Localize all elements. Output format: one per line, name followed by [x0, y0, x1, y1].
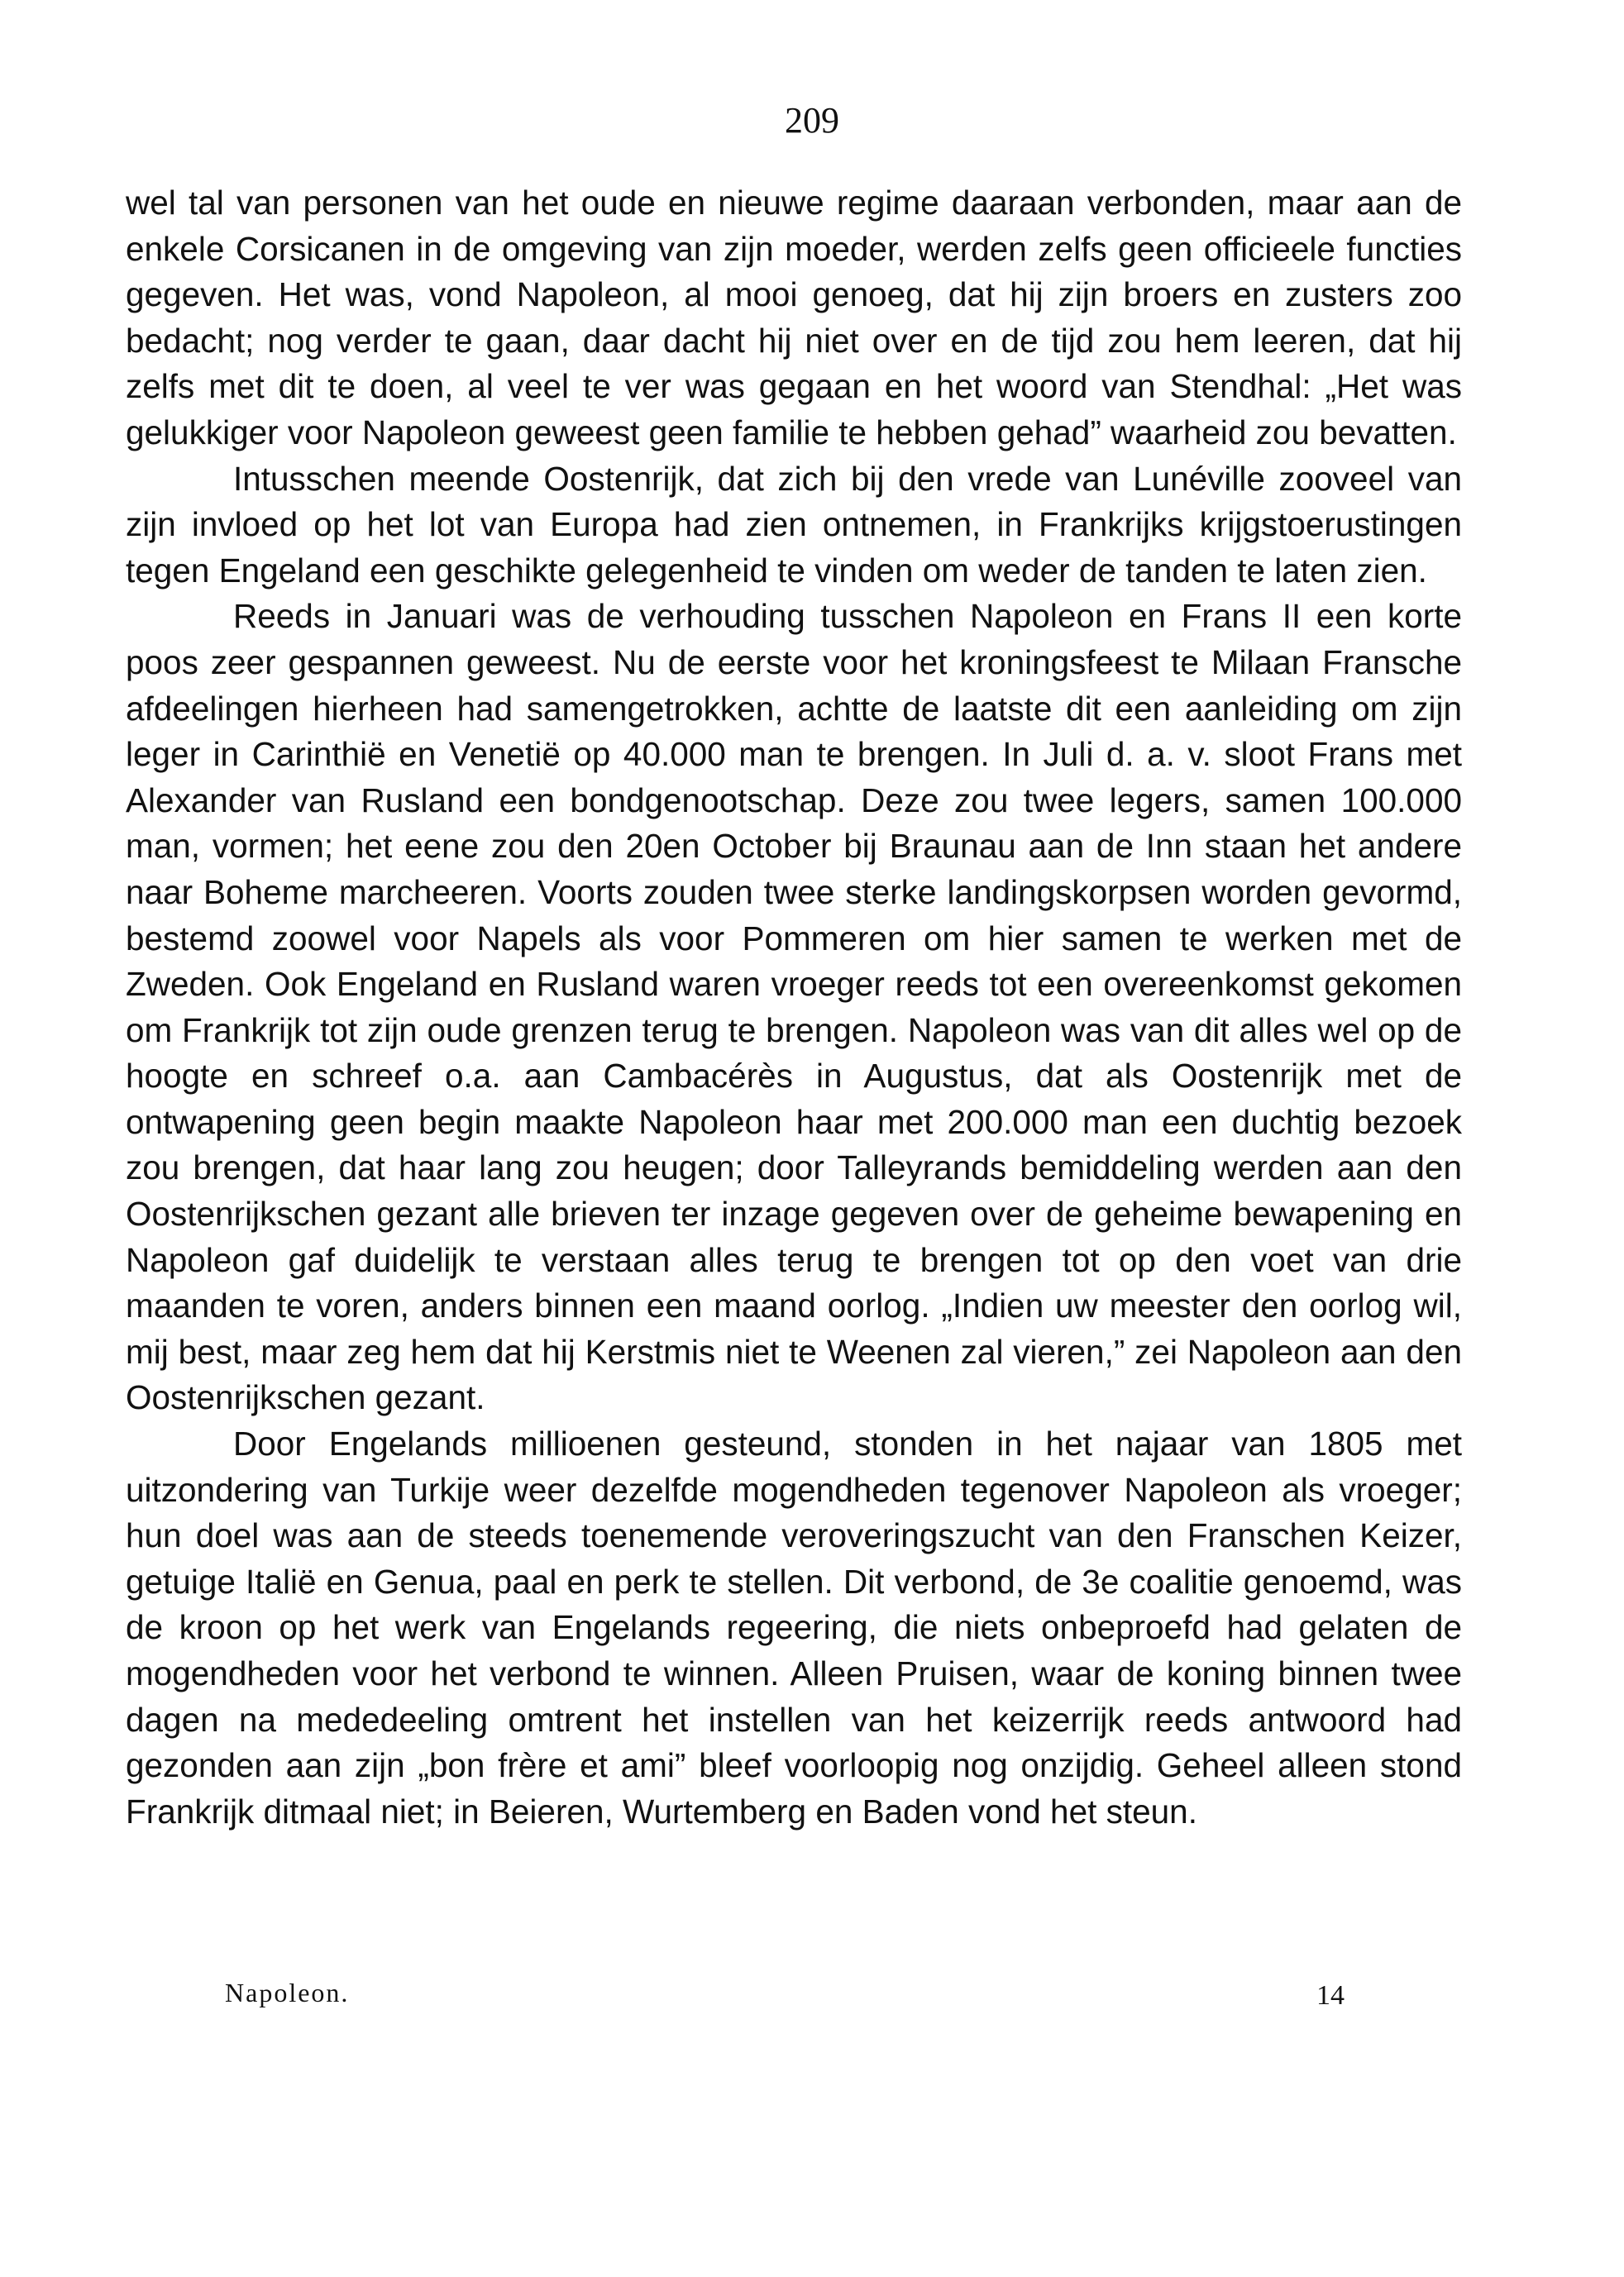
paragraph-3: Reeds in Januari was de verhouding tusschen Napoleon en Frans II een korte poos zeer gespannen geweest. Nu de eerste voor het kroningsfeest te Milaan Fransche afdeelingen hierheen had samengetrokken, achtte de laatste dit een aanleiding om zijn leger in Carinthië en Venetië op 40.000 man te brengen. In Juli d. a. v. sloot Frans met Alexander van Rusland een bondgenootschap. Deze zou twee legers, samen 100.000 man, vormen; het eene zou den 20en October bij Braunau aan de Inn staan het andere naar Boheme marcheeren. Voorts zouden twee sterke landingskorpsen worden gevormd, bestemd zoowel voor Napels als voor Pommeren om hier samen te werken met de Zweden. Ook Engeland en Rusland waren vroeger reeds tot een overeenkomst gekomen om Frankrijk tot zijn oude grenzen terug te brengen. Napoleon was van dit alles wel op de hoogte en schreef o.a. aan Cambacérès in Augustus, dat als Oostenrijk met de ontwapening geen begin maakte Napoleon haar met 200.000 man een duchtig bezoek zou brengen, dat haar lang zou heugen; door Talleyrands bemiddeling werden aan den Oostenrijkschen gezant alle brieven ter inzage gegeven over de geheime bewapening en Napoleon gaf duidelijk te verstaan alles terug te brengen tot op den voet van drie maanden te voren, anders binnen een maand oorlog. „Indien uw meester den oorlog wil, mij best, maar zeg hem dat hij Kerstmis niet te Weenen zal vieren,” zei Napoleon aan den Oostenrijkschen gezant.	[126, 597, 1462, 1417]
footer-signature-mark: 14	[1316, 1980, 1345, 2011]
paragraph-4: Door Engelands millioenen gesteund, stonden in het najaar van 1805 met uitzondering van Turkije weer dezelfde mogendheden tegenover Napoleon als vroeger; hun doel was aan de steeds toenemende veroveringszucht van den Franschen Keizer, getuige Italië en Genua, paal en perk te stellen. Dit verbond, de 3e coalitie genoemd, was de kroon op het werk van Engelands regeering, die niets onbeproefd had gelaten de mogendheden voor het verbond te winnen. Alleen Pruisen, waar de koning binnen twee dagen na mededeeling omtrent het instellen van het keizerrijk reeds antwoord had gezonden aan zijn „bon frère et ami” bleef voorloopig nog onzijdig. Geheel alleen stond Frankrijk ditmaal niet; in Beieren, Wurtemberg en Baden vond het steun.	[126, 1425, 1462, 1831]
paragraph-1: wel tal van personen van het oude en nieuwe regime daaraan verbonden, maar aan de enkele Corsicanen in de omgeving van zijn moeder, werden zelfs geen officieele functies gegeven. Het was, vond Napoleon, al mooi genoeg, dat hij zijn broers en zusters zoo bedacht; nog verder te gaan, daar dacht hij niet over en de tijd zou hem leeren, dat hij zelfs met dit te doen, al veel te ver was gegaan en het woord van Stendhal: „Het was gelukkiger voor Napoleon geweest geen familie te hebben gehad” waarheid zou bevatten.	[126, 184, 1462, 451]
body-text	[126, 180, 1462, 1835]
footer-book-title: Napoleon.	[225, 1978, 350, 2007]
page-number: 209	[785, 100, 839, 141]
paragraph-2: Intusschen meende Oostenrijk, dat zich bij den vrede van Lunéville zooveel van zijn invloed op het lot van Europa had zien ontnemen, in Frankrijks krijgstoerustingen tegen Engeland een geschikte gelegenheid te vinden om weder de tanden te laten zien.	[126, 459, 1462, 590]
page-footer	[225, 1974, 1383, 2016]
